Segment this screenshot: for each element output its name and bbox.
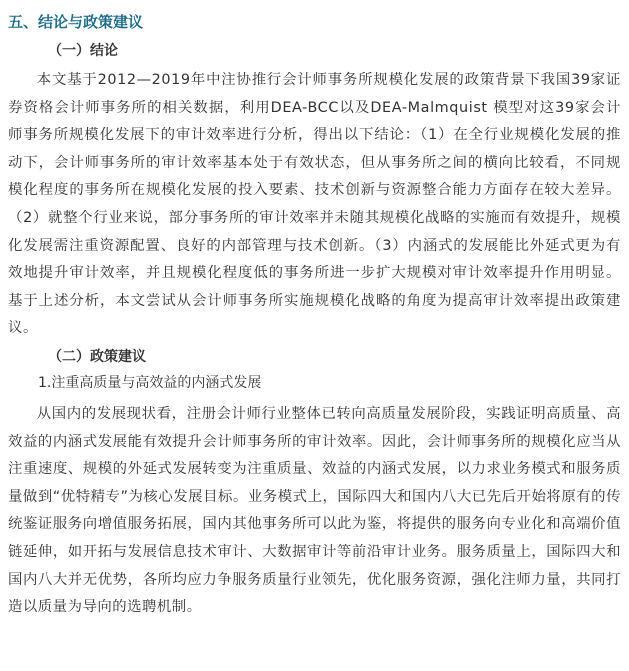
policy-item1-paragraph: 从国内的发展现状看，注册会计师行业整体已转向高质量发展阶段，实践证明高质量、高效益的内涵式发展能有效提升会计师事务所的审计效率。因此，会计师事务所的规模化应当从注重速度、规模的外延式发展转变为注重质量、效益的内涵式发展，以力求业务模式和服务质量做到“优特精专”为核心发展目标。业务模式上，国际四大和国内八大已先后开始将原有的传统鉴证服务向增值服务拓展，国内其他事务所可以此为鉴，将提供的服务向专业化和高端价值链延伸，如开拓与发展信息技术审计、大数据审计等前沿审计业务。服务质量上，国际四大和国内八大并无优势，各所均应力争服务质量行业领先，优化服务资源，强化注师力量，共同打造以质量为导向的选聘机制。: [8, 405, 621, 616]
conclusion-paragraph: 本文基于2012—2019年中注协推行会计师事务所规模化发展的政策背景下我国39家证券资格会计师事务所的相关数据，利用DEA-BCC以及DEA-Malmquist 模型对这39家会计师事务所规模化发展下的审计效率进行分析，得出以下结论：（1）在全行业规模化发展的推动下，会计师事务所的审计效率基本处于有效状态，但从事务所之间的横向比较看，不同规模化程度的事务所在规模化发展的投入要素、技术创新与资源整合能力方面存在较大差异。（2）就整个行业来说，部分事务所的审计效率并未随其规模化战略的实施而有效提升，规模化发展需注重资源配置、良好的内部管理与技术创新。（3）内涵式的发展能比外延式更为有效地提升审计效率，并且规模化程度低的事务所进一步扩大规模对审计效率提升作用明显。基于上述分析，本文尝试从会计师事务所实施规模化战略的角度为提高审计效率提出政策建议。: [8, 72, 621, 337]
conclusion-heading: （一）结论: [48, 43, 118, 59]
policy-heading: （二）政策建议: [48, 348, 146, 365]
section-title: 五、结论与政策建议: [8, 13, 144, 31]
policy-item1-heading: 1.注重高质量与高效益的内涵式发展: [38, 374, 262, 391]
